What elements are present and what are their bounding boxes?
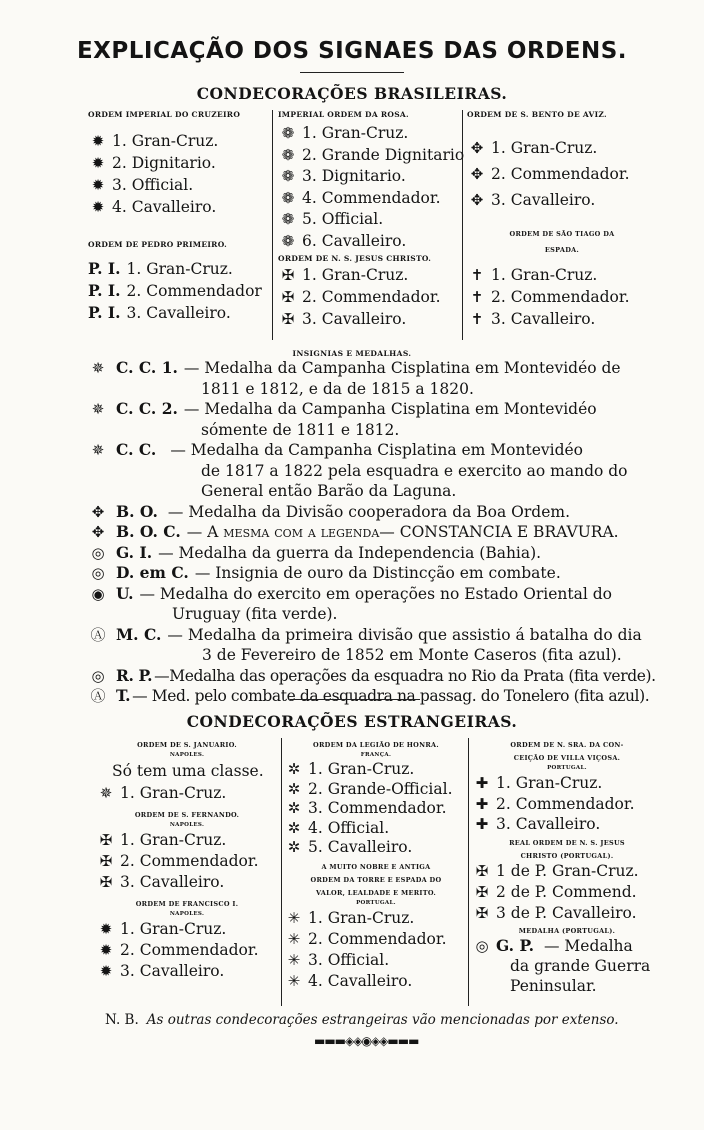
list-item: ✠ 1. Gran-Cruz. [278, 264, 462, 286]
list-item: ✠ 2 de P. Commend. [472, 882, 662, 903]
list-item: P. I. 1. Gran-Cruz. [88, 259, 233, 278]
medal-letter-icon: Ⓐ [90, 687, 106, 705]
sun-star-icon: ✹ [99, 962, 113, 980]
cross-icon: ✠ [99, 873, 113, 891]
list-item: ✳ 1. Gran-Cruz. [284, 908, 468, 929]
star-cross-icon: ✵ [99, 784, 113, 802]
christ-cross-icon: ✠ [475, 861, 489, 880]
column-aviz [467, 110, 657, 330]
order-header: ORDEM DA LEGIÃO DE HONRA. [313, 741, 439, 749]
list-item: ✲ 5. Cavalleiro. [284, 838, 468, 858]
list-item: ✲ 1. Gran-Cruz. [284, 760, 468, 780]
list-item: ✹ 3. Official. [88, 174, 272, 196]
order-header: ORDEM IMPERIAL DO CRUZEIRO [88, 110, 241, 119]
legion-star-icon: ✲ [287, 779, 301, 798]
list-item: ❁ 1. Gran-Cruz. [278, 123, 462, 145]
list-item: ✹ 1. Gran-Cruz. [96, 919, 278, 940]
tower-star-icon: ✳ [287, 929, 301, 948]
list-item: ✳ 2. Commendador. [284, 929, 468, 950]
list-item: ❁ 6. Cavalleiro. [278, 231, 462, 253]
list-item: ✳ 4. Cavalleiro. [284, 971, 468, 992]
list-item: ✹ 2. Dignitario. [88, 152, 272, 174]
cross-icon: ✠ [281, 266, 295, 284]
list-item: ✵ C. C. — Medalha da Campanha Cisplatina em Montevidéo de 1817 a 1822 pela esquadra e exercito ao mando do General então Barão da Laguna. [88, 440, 653, 502]
order-header: VALOR, LEALDADE E MERITO. [315, 888, 437, 897]
list-item: ✝ 3. Cavalleiro. [467, 308, 657, 330]
rose-icon: ❁ [281, 210, 295, 228]
medal-circle-icon: ◎ [475, 936, 489, 955]
list-item: ◎ D. em C. — Insignia de ouro da Distincção em combate. [88, 563, 653, 584]
list-item: ✥ 2. Commendador. [467, 161, 657, 187]
sun-star-icon: ✹ [99, 920, 113, 938]
list-item: ✥ 1. Gran-Cruz. [467, 135, 657, 161]
star-cross-icon: ✵ [91, 400, 105, 418]
list-item: ❁ 5. Official. [278, 209, 462, 231]
legion-star-icon: ✲ [287, 760, 301, 778]
list-item: ✠ 3 de P. Cavalleiro. [472, 903, 662, 924]
section-title-brasileiras: CONDECORAÇÕES BRASILEIRAS. [196, 84, 508, 103]
sun-star-icon: ✹ [91, 198, 105, 216]
column-napoles [96, 740, 278, 982]
fleur-cross-icon: ✥ [91, 502, 105, 521]
list-item: ◎ R. P. —Medalha das operações da esquadra no Rio da Prata (fita verde). [88, 666, 653, 687]
list-item: ✥ B. O. — Medalha da Divisão cooperadora da Boa Ordem. [88, 502, 653, 523]
christ-cross-icon: ✠ [475, 882, 489, 901]
column-divider [272, 110, 273, 340]
order-header: ORDEM DA TORRE E ESPADA DO [310, 875, 442, 884]
list-item: ◎ G. P. — Medalha [472, 936, 662, 956]
cross-icon: ✠ [99, 831, 113, 849]
tower-star-icon: ✳ [287, 908, 301, 927]
list-item: ❁ 3. Dignitario. [278, 166, 462, 188]
ornament-divider: ▬▬▬◈◈◉◈◈▬▬▬ [314, 1034, 419, 1048]
order-header: ORDEM DE SÃO TIAGO DA [509, 230, 615, 238]
section-title-estrangeiras: CONDECORAÇÕES ESTRANGEIRAS. [186, 712, 518, 731]
rose-icon: ❁ [281, 124, 295, 142]
cross-icon: ✚ [475, 815, 489, 833]
medal-circle-icon: ◎ [91, 543, 105, 562]
medal-circle-icon: ◎ [91, 666, 105, 685]
order-header: IMPERIAL ORDEM DA ROSA. [278, 110, 409, 119]
legion-star-icon: ✲ [287, 838, 301, 856]
list-item: ✚ 1. Gran-Cruz. [472, 773, 662, 794]
list-item: ✲ 4. Official. [284, 819, 468, 839]
list-item: ✲ 3. Commendador. [284, 799, 468, 819]
list-item: ✠ 1 de P. Gran-Cruz. [472, 861, 662, 882]
list-item: ✵ C. C. 1. — Medalha da Campanha Cisplatina em Montevidéo de 1811 e 1812, e da de 1815 a 1820. [88, 358, 653, 399]
list-item: ✹ 2. Commendador. [96, 940, 278, 961]
list-item: Só tem uma classe. [112, 762, 264, 780]
order-header: ORDEM DE N. SRA. DA CON- [510, 741, 624, 749]
order-header: ORDEM DE S. BENTO DE AVIZ. [467, 110, 607, 119]
list-item: ❁ 4. Commendador. [278, 188, 462, 210]
list-item: ✠ 1. Gran-Cruz. [96, 830, 278, 851]
order-subheader: PORTUGAL. [356, 899, 396, 906]
sun-star-icon: ✹ [99, 941, 113, 959]
list-item: ✹ 3. Cavalleiro. [96, 961, 278, 982]
order-header: ORDEM DE FRANCISCO I. [135, 900, 239, 908]
tower-star-icon: ✳ [287, 971, 301, 990]
star-cross-icon: ✵ [91, 359, 105, 377]
list-item: Peninsular. [510, 976, 597, 995]
sun-star-icon: ✹ [91, 154, 105, 172]
list-item: ✥ B. O. C. — A mesma com a legenda— CONSTANCIA E BRAVURA. [88, 522, 653, 543]
order-header: ORDEM DE PEDRO PRIMEIRO. [88, 240, 228, 249]
order-subheader: FRANÇA. [360, 752, 392, 758]
medal-circle-icon: ◉ [91, 584, 105, 603]
order-header: REAL ORDEM DE N. S. JESUS [509, 838, 625, 847]
list-item: ✵ 1. Gran-Cruz. [96, 782, 278, 804]
rose-icon: ❁ [281, 231, 295, 250]
fleur-cross-icon: ✥ [91, 523, 105, 541]
column-cruzeiro [88, 110, 272, 324]
list-item: Ⓐ M. C. — Medalha da primeira divisão que assistio á batalha do dia 3 de Fevereiro de 1852 em Monte Caseros (fita azul). [88, 625, 653, 666]
order-header: ORDEM DE N. S. JESUS CHRISTO. [278, 254, 432, 263]
list-item: ✹ 4. Cavalleiro. [88, 196, 272, 218]
christ-cross-icon: ✠ [475, 903, 489, 922]
cross-icon: ✠ [281, 288, 295, 306]
medal-circle-icon: ◎ [91, 564, 105, 582]
sword-cross-icon: ✝ [470, 288, 484, 306]
medals-list [88, 358, 656, 707]
list-item: ✠ 3. Cavalleiro. [278, 308, 462, 330]
list-item: da grande Guerra [510, 956, 651, 975]
order-subheader: PORTUGAL. [547, 765, 587, 771]
list-item: ✵ C. C. 2. — Medalha da Campanha Cisplatina em Montevidéo sómente de 1811 e 1812. [88, 399, 653, 440]
fleur-cross-icon: ✥ [470, 139, 484, 157]
column-portugal [472, 740, 662, 996]
fleur-cross-icon: ✥ [470, 165, 484, 183]
legion-star-icon: ✲ [287, 799, 301, 817]
cross-icon: ✠ [99, 852, 113, 870]
list-item: ❁ 2. Grande Dignitario [278, 145, 462, 167]
list-item: ✠ 2. Commendador. [96, 851, 278, 872]
order-subheader: NAPOLES. [169, 822, 205, 828]
list-item: ◉ U. — Medalha do exercito em operações no Estado Oriental do Uruguay (fita verde). [88, 584, 653, 625]
sun-star-icon: ✹ [91, 132, 105, 150]
legion-star-icon: ✲ [287, 818, 301, 837]
star-cross-icon: ✵ [91, 441, 105, 459]
rose-icon: ❁ [281, 167, 295, 185]
order-header: ORDEM DE S. JANUARIO. [137, 741, 237, 749]
list-item: ✳ 3. Official. [284, 950, 468, 971]
cross-icon: ✠ [281, 310, 295, 328]
section-rule [290, 699, 420, 700]
cross-icon: ✚ [475, 794, 489, 813]
title-rule [300, 72, 404, 73]
list-item: ✲ 2. Grande-Official. [284, 780, 468, 800]
list-item: ✚ 3. Cavalleiro. [472, 814, 662, 835]
list-item: ✹ 1. Gran-Cruz. [88, 130, 272, 152]
tower-star-icon: ✳ [287, 950, 301, 969]
order-header: CEIÇÃO DE VILLA VIÇOSA. [513, 754, 621, 762]
medal-letter-icon: Ⓐ [90, 625, 106, 644]
insignias-header: INSIGNIAS E MEDALHAS. [292, 349, 412, 358]
footnote: N. B. As outras condecorações estrangeiras vão mencionadas por extenso. [105, 1012, 619, 1028]
rose-icon: ❁ [281, 145, 295, 164]
column-divider [468, 738, 469, 1006]
column-rosa [278, 110, 465, 330]
list-item: ✠ 3. Cavalleiro. [96, 872, 278, 893]
order-header: MEDALHA (PORTUGAL). [518, 926, 616, 935]
order-subheader: NAPOLES. [169, 752, 205, 758]
column-divider [281, 738, 282, 1006]
list-item: ✝ 1. Gran-Cruz. [467, 264, 657, 286]
order-subheader: NAPOLES. [169, 911, 205, 917]
list-item: P. I. 2. Commendador [88, 281, 262, 300]
list-item: ◎ G. I. — Medalha da guerra da Independencia (Bahia). [88, 543, 653, 564]
list-item: ✚ 2. Commendador. [472, 794, 662, 815]
list-item: ✝ 2. Commendador. [467, 286, 657, 308]
order-header: CHRISTO (PORTUGAL). [520, 851, 614, 860]
list-item: ✥ 3. Cavalleiro. [467, 187, 657, 213]
order-header: A MUITO NOBRE E ANTIGA [321, 862, 431, 871]
fleur-cross-icon: ✥ [470, 191, 484, 209]
order-header: ORDEM DE S. FERNANDO. [134, 811, 240, 819]
cross-icon: ✚ [475, 774, 489, 792]
sword-cross-icon: ✝ [470, 310, 484, 328]
list-item: Ⓐ T. — Med. pelo combate da esquadra na passag. do Tonelero (fita azul). [88, 686, 653, 707]
list-item: P. I. 3. Cavalleiro. [88, 303, 231, 322]
sun-star-icon: ✹ [91, 176, 105, 194]
list-item: ✠ 2. Commendador. [278, 286, 462, 308]
page-title: EXPLICAÇÃO DOS SIGNAES DAS ORDENS. [76, 38, 628, 64]
order-header: ESPADA. [544, 246, 580, 254]
column-franca [284, 740, 468, 992]
rose-icon: ❁ [281, 188, 295, 207]
sword-cross-icon: ✝ [470, 266, 484, 284]
